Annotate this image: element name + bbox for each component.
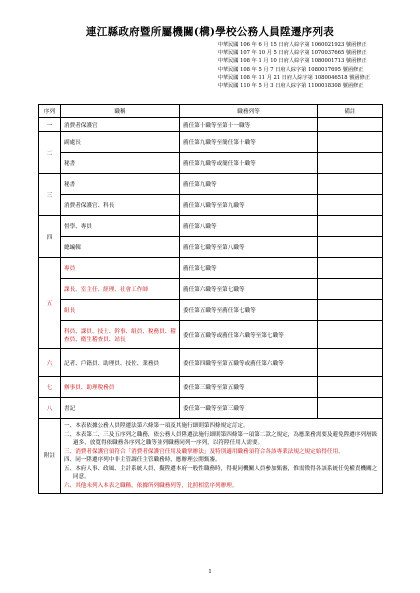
rank-cell: 委任第一職等至第三職等 — [180, 398, 318, 419]
table-row — [39, 258, 383, 279]
rank-cell: 委任第五職等至薦任第七職等 — [180, 300, 318, 321]
remark-cell — [318, 237, 383, 258]
note-item: 四、同一陞遷序列中非主管調任主管職務時，應辦理公開甄審。 — [64, 457, 221, 463]
amendment-line: 中華民國 110 年 5 月 3 日府人綜字第 1100018308 號函修正 — [217, 83, 364, 90]
table-row — [39, 349, 383, 377]
rank-cell: 薦任第八職等 — [180, 216, 318, 237]
seq-cell: 五 — [39, 258, 61, 349]
table-row — [39, 132, 383, 153]
header-remark: 備註 — [318, 105, 383, 118]
amendment-line: 中華民國 108 年 11 月 21 日府人綜字第 1080046518 號函修正 — [217, 74, 370, 81]
seq-cell: 八 — [39, 398, 61, 419]
table-row — [39, 174, 383, 195]
remark-cell — [318, 153, 383, 174]
rank-cell: 薦任第九職等 — [180, 174, 318, 195]
amendment-line: 中華民國 108 年 5 月 7 日府人綜字第 1080017695 號函修正 — [217, 66, 364, 73]
rank-cell: 薦任第十職等至第十一職等 — [180, 118, 318, 132]
seq-cell: 七 — [39, 377, 61, 398]
title-cell: 督學、專員 — [61, 216, 180, 237]
title-cell: 科員、課員、技士、幹事、組員、稅務員、稽查員、衛生稽查員、站長 — [61, 321, 180, 349]
amendment-line: 中華民國 106 年 6 月 15 日府人綜字第 1060021923 號函修正 — [217, 42, 367, 48]
rank-cell: 委任第五職等或薦任第六職等至第七職等 — [180, 321, 318, 349]
rank-cell: 薦任第七職等 — [180, 258, 318, 279]
remark-cell — [318, 258, 383, 279]
amendment-line: 中華民國 108 年 1 月 10 日府人綜字第 1080001713 號函修正 — [217, 58, 367, 65]
remark-cell — [318, 118, 383, 132]
remark-cell — [318, 321, 383, 349]
header-title: 職稱 — [61, 105, 180, 118]
table-row — [39, 300, 383, 321]
remark-cell — [318, 195, 383, 216]
table-row — [39, 398, 383, 419]
note-item: 五、本府人事、政風、主計系統人員，擬陞遷本府一般性職務時，得視同機關人員參加甄審，惟需徵得各該系統任免權責機關之同意。 — [64, 465, 378, 480]
remark-cell — [318, 216, 383, 237]
title-cell: 辦事員、助理稅務員 — [61, 377, 180, 398]
notes-cell — [61, 419, 383, 494]
table-row — [39, 153, 383, 174]
seq-cell: 三 — [39, 174, 61, 216]
rank-cell: 薦任第九職等或簡任第十職等 — [180, 153, 318, 174]
remark-cell — [318, 349, 383, 377]
rank-cell: 委任第四職等至第五職等或薦任第六職等 — [180, 349, 318, 377]
rank-cell: 薦任第八職等至第九職等 — [180, 195, 318, 216]
seq-cell: 六 — [39, 349, 61, 377]
page-title: 連江縣政府暨所屬機關(構)學校公務人員陞遷序列表 — [85, 26, 335, 38]
title-cell: 書記 — [61, 398, 180, 419]
remark-cell — [318, 398, 383, 419]
title-cell: 組長 — [61, 300, 180, 321]
seq-cell: 二 — [39, 132, 61, 174]
title-cell: 消費者保護官 — [61, 118, 180, 132]
notes-row — [39, 419, 383, 494]
title-cell: 秘書 — [61, 153, 180, 174]
title-cell: 專員 — [61, 258, 180, 279]
table-row — [39, 118, 383, 132]
promotion-table — [38, 104, 383, 494]
remark-cell — [318, 132, 383, 153]
title-cell: 總編輯 — [61, 237, 180, 258]
notes-label: 附註 — [39, 419, 61, 494]
title-cell: 消費者保護官、科長 — [61, 195, 180, 216]
amendment-line: 中華民國 107 年 10 月 5 日府人綜字第 1070037665 號函修正 — [217, 50, 367, 57]
rank-cell: 薦任第六職等至第七職等 — [180, 279, 318, 300]
table-header-row — [39, 105, 383, 118]
note-item: 二、本表第二、三及五序列之職務，依公務人員陞遷法施行細則第四條第一項第二款之規定，為應業務需要及避免陞遷序列層級過多，放寬得依職務各序列之職等並列職務同列一序列，以符陞任用人需要。 — [64, 431, 378, 446]
rank-cell: 委任第三職等至第五職等 — [180, 377, 318, 398]
rank-cell: 薦任第九職等至簡任第十職等 — [180, 132, 318, 153]
seq-cell: 一 — [39, 118, 61, 132]
page-number: 1 — [208, 569, 212, 575]
note-item: 一、本表依據公務人員陞遷法第六條第一項及其施行細則第四條規定訂定。 — [64, 423, 249, 429]
table-row — [39, 216, 383, 237]
header-rank: 職務列等 — [180, 105, 318, 118]
title-cell: 副處長 — [61, 132, 180, 153]
title-cell: 記者、戶籍員、助理員、技佐、業務員 — [61, 349, 180, 377]
table-row — [39, 321, 383, 349]
seq-cell: 四 — [39, 216, 61, 258]
title-cell: 課長、室主任、經理、社會工作師 — [61, 279, 180, 300]
table-row — [39, 377, 383, 398]
table-row — [39, 279, 383, 300]
table-row — [39, 195, 383, 216]
note-item: 六、其他未列入本表之職稱，依據所列職務列等，比照相當序列辦理。 — [64, 482, 238, 489]
amendment-list — [218, 41, 370, 90]
title-cell: 秘書 — [61, 174, 180, 195]
remark-cell — [318, 300, 383, 321]
table-row — [39, 237, 383, 258]
header-seq: 序列 — [39, 105, 61, 118]
remark-cell — [318, 279, 383, 300]
remark-cell — [318, 174, 383, 195]
note-item: 三、消費者保護官須符合「消費者保護官任用及職掌辦法」及特別適用職務須符合各該專業法規之規定始得任用。 — [64, 448, 344, 455]
rank-cell: 薦任第七職等至第八職等 — [180, 237, 318, 258]
remark-cell — [318, 377, 383, 398]
